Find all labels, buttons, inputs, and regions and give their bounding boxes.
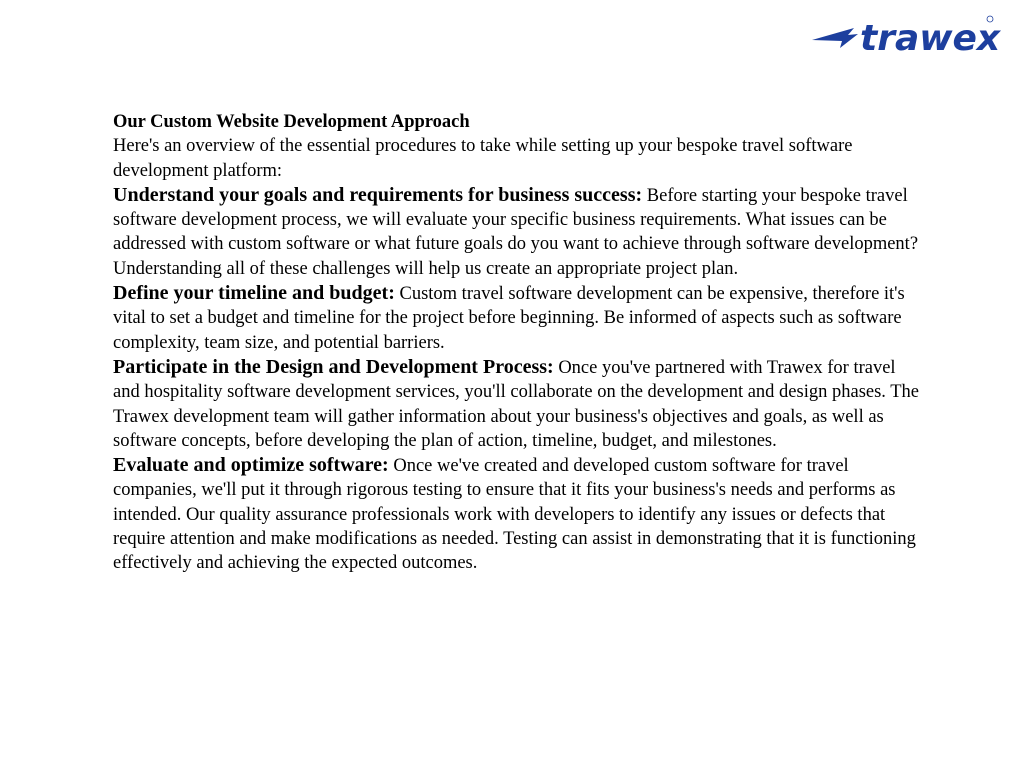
section-body: Once we've created and developed custom software for travel companies, we'll put it through rigorous testing to ensure that it fits your business's needs and performs as intended. Our quality assurance professionals work with developers to identify any issues or defects that require attention and make modifications as needed. Testing can assist in demonstrating that it is functioning effectively and achieving the expected outcomes. [113,456,916,574]
trawex-logo [812,14,1017,60]
section-heading: Define your timeline and budget: [113,282,395,305]
arrow-plane-icon [812,28,858,48]
section-body: Once you've partnered with Trawex for travel and hospitality software development services, you'll collaborate on the development and design phases. The Trawex development team will gather information about your business's objectives and goals, as well as software concepts, before developing the plan of action, timeline, budget, and milestones. [113,357,919,451]
section-body: Before starting your bespoke travel software development process, we will evaluate your specific business requirements. What issues can be addressed with custom software or what future goals do you want to achieve through software development? Understanding all of these challenges will help us create an appropriate project plan. [113,185,919,279]
document-body [113,110,921,576]
document-intro: Here's an overview of the essential procedures to take while setting up your bespoke travel software development platform: [113,136,853,181]
section-design-development [113,355,921,453]
document-title: Our Custom Website Development Approach [113,112,470,132]
logo-wordmark: trawex [860,18,1001,59]
section-heading: Participate in the Design and Development Process: [113,355,554,378]
section-goals [113,183,921,281]
trawex-logo-graphic [812,14,1017,60]
section-body: Custom travel software development can be expensive, therefore it's vital to set a budget and timeline for the project before beginning. Be informed of aspects such as software complexity, team size, and potential barriers. [113,284,905,353]
section-heading: Evaluate and optimize software: [113,454,389,477]
section-heading: Understand your goals and requirements for business success: [113,183,643,206]
section-evaluate-optimize [113,453,921,575]
section-timeline-budget [113,281,921,355]
